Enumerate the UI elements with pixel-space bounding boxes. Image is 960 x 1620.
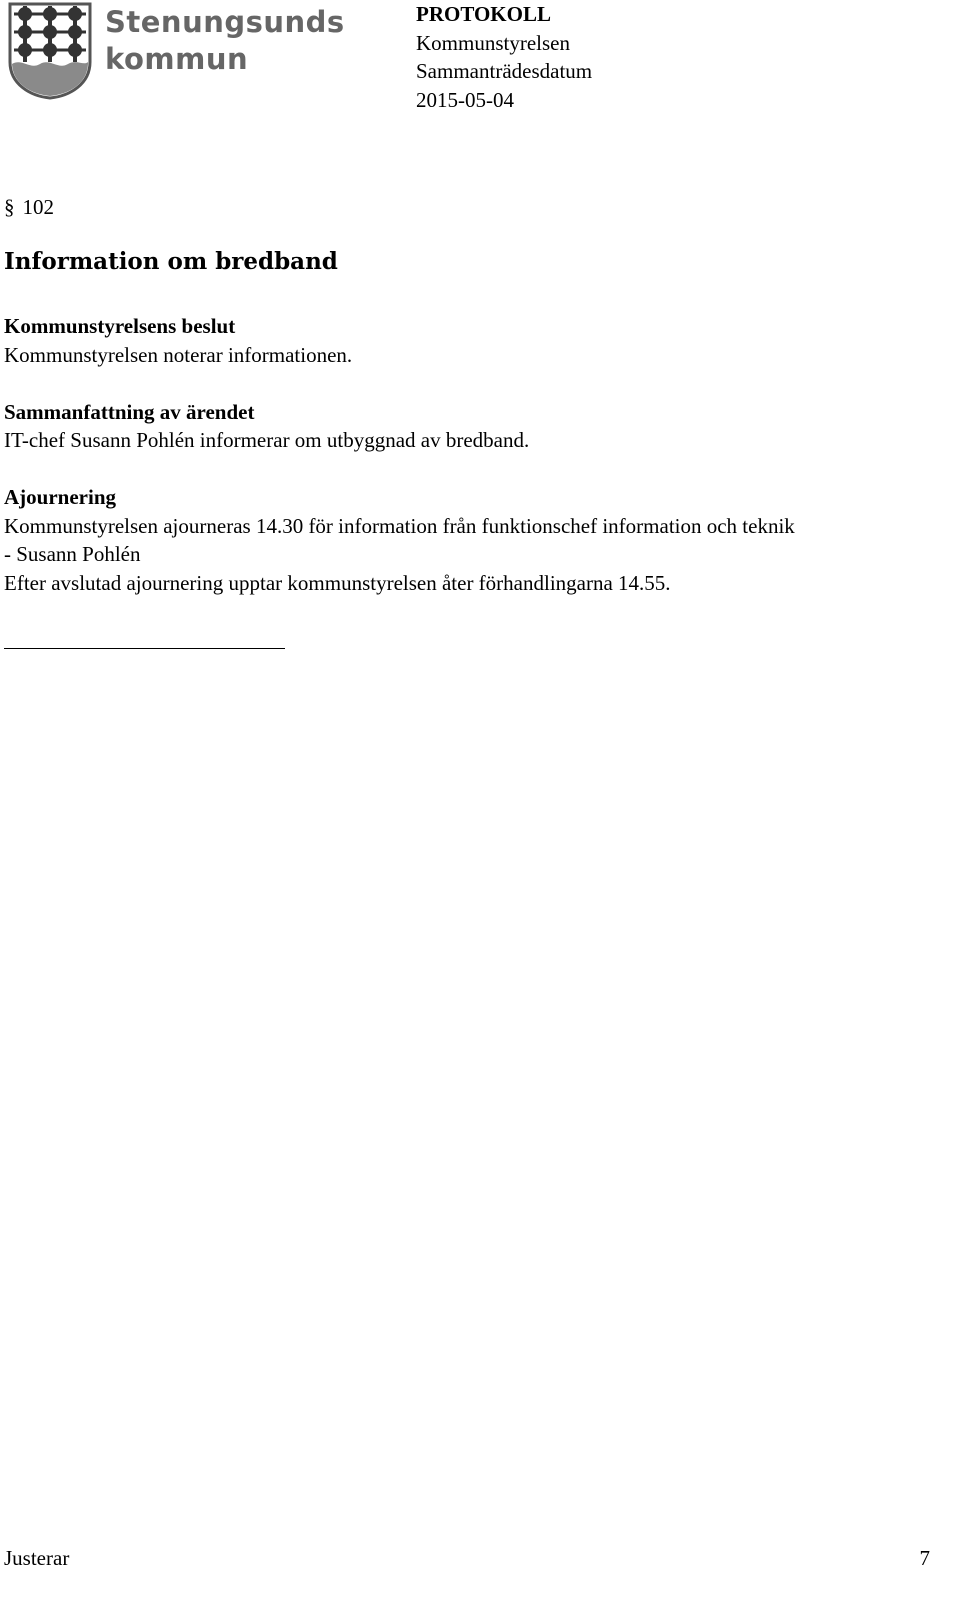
- meeting-date-label: Sammanträdesdatum: [416, 59, 593, 83]
- municipality-logo: [4, 0, 354, 100]
- meeting-date: 2015-05-04: [416, 87, 514, 112]
- page-number: 7: [919, 1546, 930, 1570]
- page-title: Information om bredband: [4, 248, 338, 275]
- document-type: PROTOKOLL: [416, 2, 551, 26]
- adjournment-text-line2: - Susann Pohlén: [4, 542, 141, 566]
- adjournment-text-line3: Efter avslutad ajournering upptar kommunstyrelsen åter förhandlingarna 14.55.: [4, 570, 671, 595]
- document-header: [416, 0, 592, 114]
- section-divider: [4, 648, 285, 649]
- municipal-coat-of-arms-icon: [4, 0, 100, 100]
- meeting-body: Kommunstyrelsen: [416, 30, 570, 55]
- footer-initials-label: Justerar: [4, 1546, 70, 1570]
- paragraph-number: [4, 195, 54, 220]
- section-number: 102: [22, 195, 54, 219]
- section-symbol: §: [4, 195, 15, 219]
- summary-text: IT-chef Susann Pohlén informerar om utbyggnad av bredband.: [4, 428, 530, 452]
- decision-text: Kommunstyrelsen noterar informationen.: [4, 342, 353, 367]
- document-body: [4, 312, 954, 597]
- logo-name-line2: kommun: [105, 42, 249, 76]
- logo-name-line1: Stenungsunds: [105, 5, 345, 39]
- summary-heading: Sammanfattning av ärendet: [4, 399, 255, 424]
- adjournment-text-line1: Kommunstyrelsen ajourneras 14.30 för information från funktionschef information och teknik: [4, 513, 795, 538]
- adjournment-heading: Ajournering: [4, 485, 116, 509]
- decision-heading: Kommunstyrelsens beslut: [4, 314, 236, 338]
